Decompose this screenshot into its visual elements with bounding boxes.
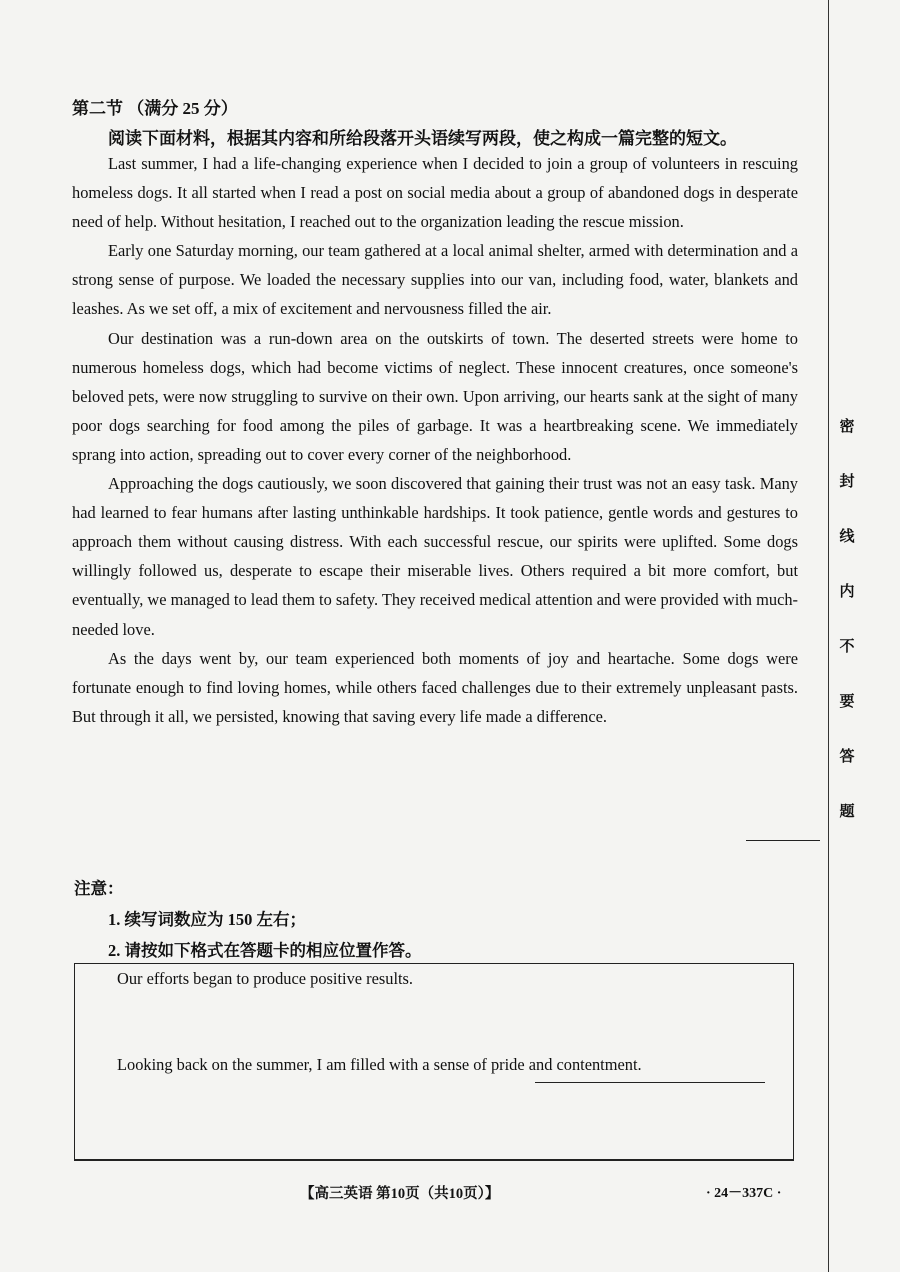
story-paragraph-2: Early one Saturday morning, our team gathered at a local animal shelter, armed with determination and a strong sense of purpose. We loaded the necessary supplies into our van, including food, water, blankets and leashes. As we set off, a mix of excitement and nervousness filled the air.: [72, 241, 798, 319]
binding-line: [828, 0, 829, 1272]
footer-page-title: 【高三英语 第10页（共10页）】: [300, 1186, 500, 1202]
answer-box[interactable]: [74, 963, 794, 1161]
seal-char: 不: [839, 639, 855, 655]
instruction-text: 阅读下面材料，根据其内容和所给段落开头语续写两段，使之构成一篇完整的短文。: [108, 129, 737, 148]
seal-char: 答: [839, 749, 855, 765]
seal-char: 内: [839, 584, 855, 600]
handwritten-underline: [746, 840, 820, 841]
story-paragraph-4: Approaching the dogs cautiously, we soon discovered that gaining their trust was not an easy task. Many had learned to fear humans after lasting unthinkable hardships. It took patience, gentle words and gestures to approach them without causing distress. With each successful rescue, our spirits were uplifted. Some dogs willingly followed us, desperate to escape their miserable lives. Others required a bit more comfort, but eventually, we managed to lead them to safety. They received medical attention and were provided with much-needed love.: [72, 474, 798, 639]
seal-char: 封: [839, 474, 855, 490]
handwritten-underline: [535, 1082, 765, 1083]
footer-exam-code: · 24－337C ·: [706, 1186, 782, 1201]
notes-block: [74, 873, 422, 966]
paragraph-opening-2: Looking back on the summer, I am filled with a sense of pride and contentment.: [117, 1055, 642, 1074]
note-item-2: 2. 请按如下格式在答题卡的相应位置作答。: [108, 941, 422, 960]
section-heading: 第二节 （满分 25 分）: [72, 99, 238, 118]
story-paragraph-5: As the days went by, our team experienced both moments of joy and heartache. Some dogs were fortunate enough to find loving homes, while others faced challenges due to their extremely unpleasant pasts. But through it all, we persisted, knowing that saving every life made a difference.: [72, 648, 798, 726]
seal-line-notice: [836, 415, 858, 821]
notes-heading: 注意：: [74, 879, 124, 898]
paragraph-opening-1: Our efforts began to produce positive results.: [117, 969, 414, 988]
story-paragraph-1: Last summer, I had a life-changing experience when I decided to join a group of volunteers in rescuing homeless dogs. It all started when I read a post on social media about a group of abandoned dogs in desperate need of help. Without hesitation, I reached out to the organization leading the rescue mission.: [72, 154, 798, 232]
seal-char: 线: [839, 529, 855, 545]
binding-margin: [820, 0, 900, 1272]
seal-char: 密: [839, 419, 855, 435]
seal-char: 题: [839, 804, 855, 820]
story-paragraph-3: Our destination was a run-down area on the outskirts of town. The deserted streets were home to numerous homeless dogs, which had become victims of neglect. These innocent creatures, once someone's beloved pets, were now struggling to survive on their own. Upon arriving, our hearts sank at the sight of many poor dogs searching for food among the piles of garbage. It was a heartbreaking scene. We immediately sprang into action, spreading out to cover every corner of the neighborhood.: [72, 328, 798, 464]
seal-char: 要: [839, 694, 855, 710]
note-item-1: 1. 续写词数应为 150 左右；: [108, 910, 306, 929]
story-passage: [72, 149, 798, 731]
